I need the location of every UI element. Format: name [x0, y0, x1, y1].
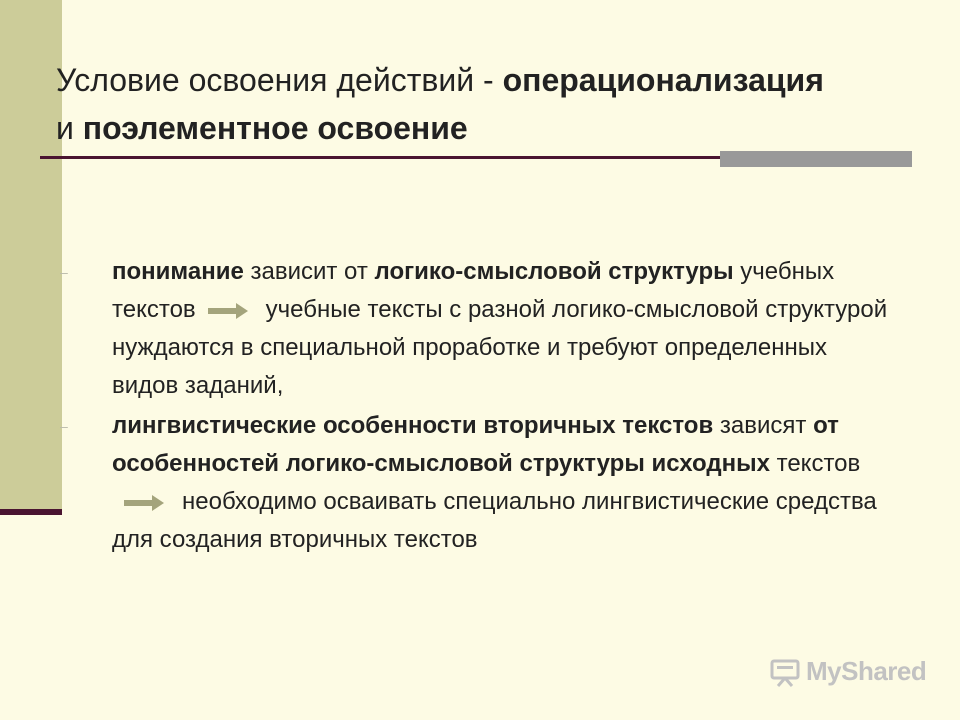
- right-arrow-icon: [124, 495, 164, 511]
- bullet-bold: от особенностей логико-смысловой структуры исходных: [112, 412, 839, 477]
- bullet-text: учебных текстов: [112, 258, 835, 323]
- bullet-text: учебные тексты с разной логико-смысловой структурой нуждаются в специальной проработке и требуют определенных видов заданий,: [112, 296, 888, 399]
- bullet-item: [60, 253, 892, 405]
- bullet-text: текстов: [769, 450, 861, 477]
- bullet-bold: логико-смысловой структуры: [374, 258, 734, 285]
- bullet-dash-icon: –: [60, 418, 68, 434]
- bullet-bold: лингвистические особенности вторичных текстов: [112, 412, 714, 439]
- left-accent-rule: [0, 509, 62, 515]
- left-accent-bar: [0, 0, 62, 512]
- title-line2-plain: и: [56, 110, 83, 146]
- bullet-text: зависит от: [243, 258, 375, 285]
- bullet-item: [60, 407, 892, 559]
- presentation-board-icon: [770, 657, 800, 687]
- right-arrow-icon: [208, 303, 248, 319]
- bullet-text: необходимо осваивать специально лингвистические средства для создания вторичных текстов: [112, 488, 877, 553]
- bullet-dash-icon: –: [60, 264, 68, 280]
- bullet-text: зависят: [713, 412, 814, 439]
- myshared-logo: [770, 656, 926, 687]
- bullet-bold: понимание: [112, 258, 244, 285]
- title-divider-accent: [720, 151, 912, 167]
- title-line1-bold: операционализация: [502, 62, 824, 98]
- logo-text: MyShared: [806, 656, 927, 686]
- slide-title: [56, 56, 936, 152]
- slide-body: [60, 253, 892, 559]
- title-line1-plain: Условие освоения действий -: [56, 62, 503, 98]
- title-line2-bold: поэлементное освоение: [82, 110, 468, 146]
